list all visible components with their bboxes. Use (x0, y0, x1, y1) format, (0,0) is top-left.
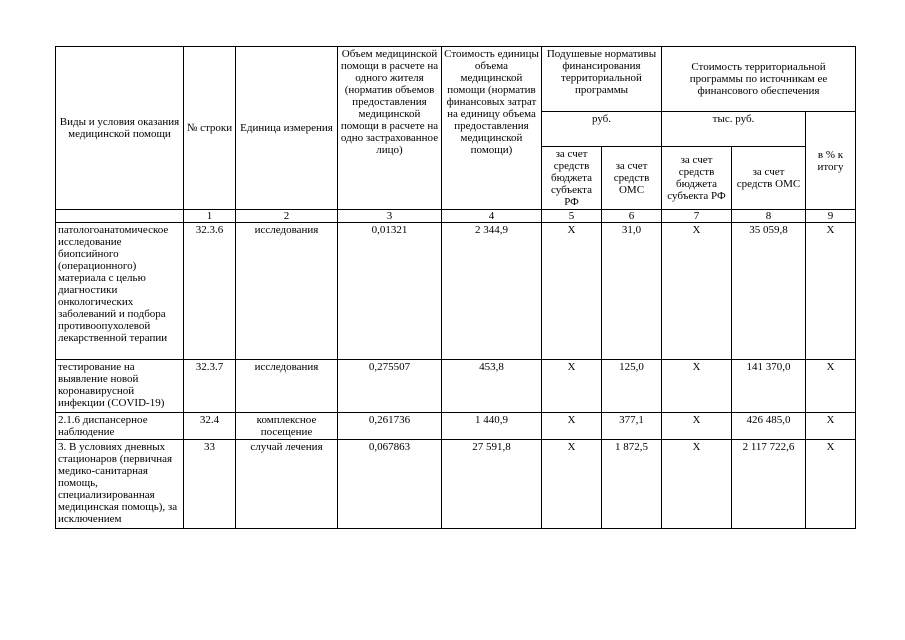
row-name: патологоанатомическое исследование биопсийного (операционного) материала с целью диагностики онкологических заболеваний и подбора противоопухолевой лекарственной терапии (56, 223, 184, 360)
row-budget-rub: Х (542, 360, 602, 413)
row-unit: исследования (236, 360, 338, 413)
table-row (56, 440, 856, 529)
row-pct: Х (806, 360, 856, 413)
column-number: 3 (338, 210, 442, 223)
row-budget-thous: Х (662, 440, 732, 529)
column-number: 4 (442, 210, 542, 223)
row-oms-thous: 141 370,0 (732, 360, 806, 413)
header-row-no: № строки (184, 47, 236, 210)
header-budget-rub: за счет средств бюджета субъекта РФ (542, 147, 602, 210)
column-number: 6 (602, 210, 662, 223)
row-cost: 1 440,9 (442, 413, 542, 440)
column-number: 1 (184, 210, 236, 223)
header-oms-thous: за счет средств ОМС (732, 147, 806, 210)
header-unit: Единица измерения (236, 47, 338, 210)
column-number-blank (56, 210, 184, 223)
column-number: 9 (806, 210, 856, 223)
row-oms-thous: 35 059,8 (732, 223, 806, 360)
row-no: 33 (184, 440, 236, 529)
row-oms-thous: 2 117 722,6 (732, 440, 806, 529)
row-unit: комплексное посещение (236, 413, 338, 440)
header-pct: в % к итогу (806, 112, 856, 210)
column-number: 2 (236, 210, 338, 223)
row-no: 32.4 (184, 413, 236, 440)
row-name: 3. В условиях дневных стационаров (первичная медико-санитарная помощь, специализированная медицинская помощь), за исключением (56, 440, 184, 529)
row-pct: Х (806, 223, 856, 360)
header-oms-rub: за счет средств ОМС (602, 147, 662, 210)
header-row-1 (56, 47, 856, 112)
row-cost: 2 344,9 (442, 223, 542, 360)
row-budget-thous: Х (662, 413, 732, 440)
header-budget-thous: за счет средств бюджета субъекта РФ (662, 147, 732, 210)
row-unit: случай лечения (236, 440, 338, 529)
row-name: тестирование на выявление новой коронавирусной инфекции (COVID-19) (56, 360, 184, 413)
row-oms-rub: 1 872,5 (602, 440, 662, 529)
row-oms-rub: 377,1 (602, 413, 662, 440)
row-name: 2.1.6 диспансерное наблюдение (56, 413, 184, 440)
table-row (56, 360, 856, 413)
row-volume: 0,067863 (338, 440, 442, 529)
table-row (56, 413, 856, 440)
row-pct: Х (806, 440, 856, 529)
header-program-cost: Стоимость территориальной программы по источникам ее финансового обеспечения (662, 47, 856, 112)
row-no: 32.3.7 (184, 360, 236, 413)
row-oms-rub: 31,0 (602, 223, 662, 360)
row-cost: 27 591,8 (442, 440, 542, 529)
row-cost: 453,8 (442, 360, 542, 413)
header-thous-rub: тыс. руб. (662, 112, 806, 147)
row-oms-rub: 125,0 (602, 360, 662, 413)
row-budget-thous: Х (662, 223, 732, 360)
header-cost: Стоимость единицы объема медицинской помощи (норматив финансовых затрат на единицу объема предоставления медицинской помощи) (442, 47, 542, 210)
row-volume: 0,275507 (338, 360, 442, 413)
row-volume: 0,261736 (338, 413, 442, 440)
row-pct: Х (806, 413, 856, 440)
table-row (56, 223, 856, 360)
header-volume: Объем медицинской помощи в расчете на одного жителя (норматив объемов предоставления медицинской помощи в расчете на одно застрахованное лицо) (338, 47, 442, 210)
row-budget-rub: Х (542, 440, 602, 529)
column-number: 5 (542, 210, 602, 223)
header-types: Виды и условия оказания медицинской помощи (56, 47, 184, 210)
row-budget-thous: Х (662, 360, 732, 413)
row-budget-rub: Х (542, 413, 602, 440)
column-number: 8 (732, 210, 806, 223)
column-number-row (56, 210, 856, 223)
header-percapita: Подушевые нормативы финансирования территориальной программы (542, 47, 662, 112)
row-volume: 0,01321 (338, 223, 442, 360)
header-rub: руб. (542, 112, 662, 147)
program-cost-table (55, 46, 856, 529)
row-unit: исследования (236, 223, 338, 360)
column-number: 7 (662, 210, 732, 223)
row-budget-rub: Х (542, 223, 602, 360)
row-no: 32.3.6 (184, 223, 236, 360)
row-oms-thous: 426 485,0 (732, 413, 806, 440)
